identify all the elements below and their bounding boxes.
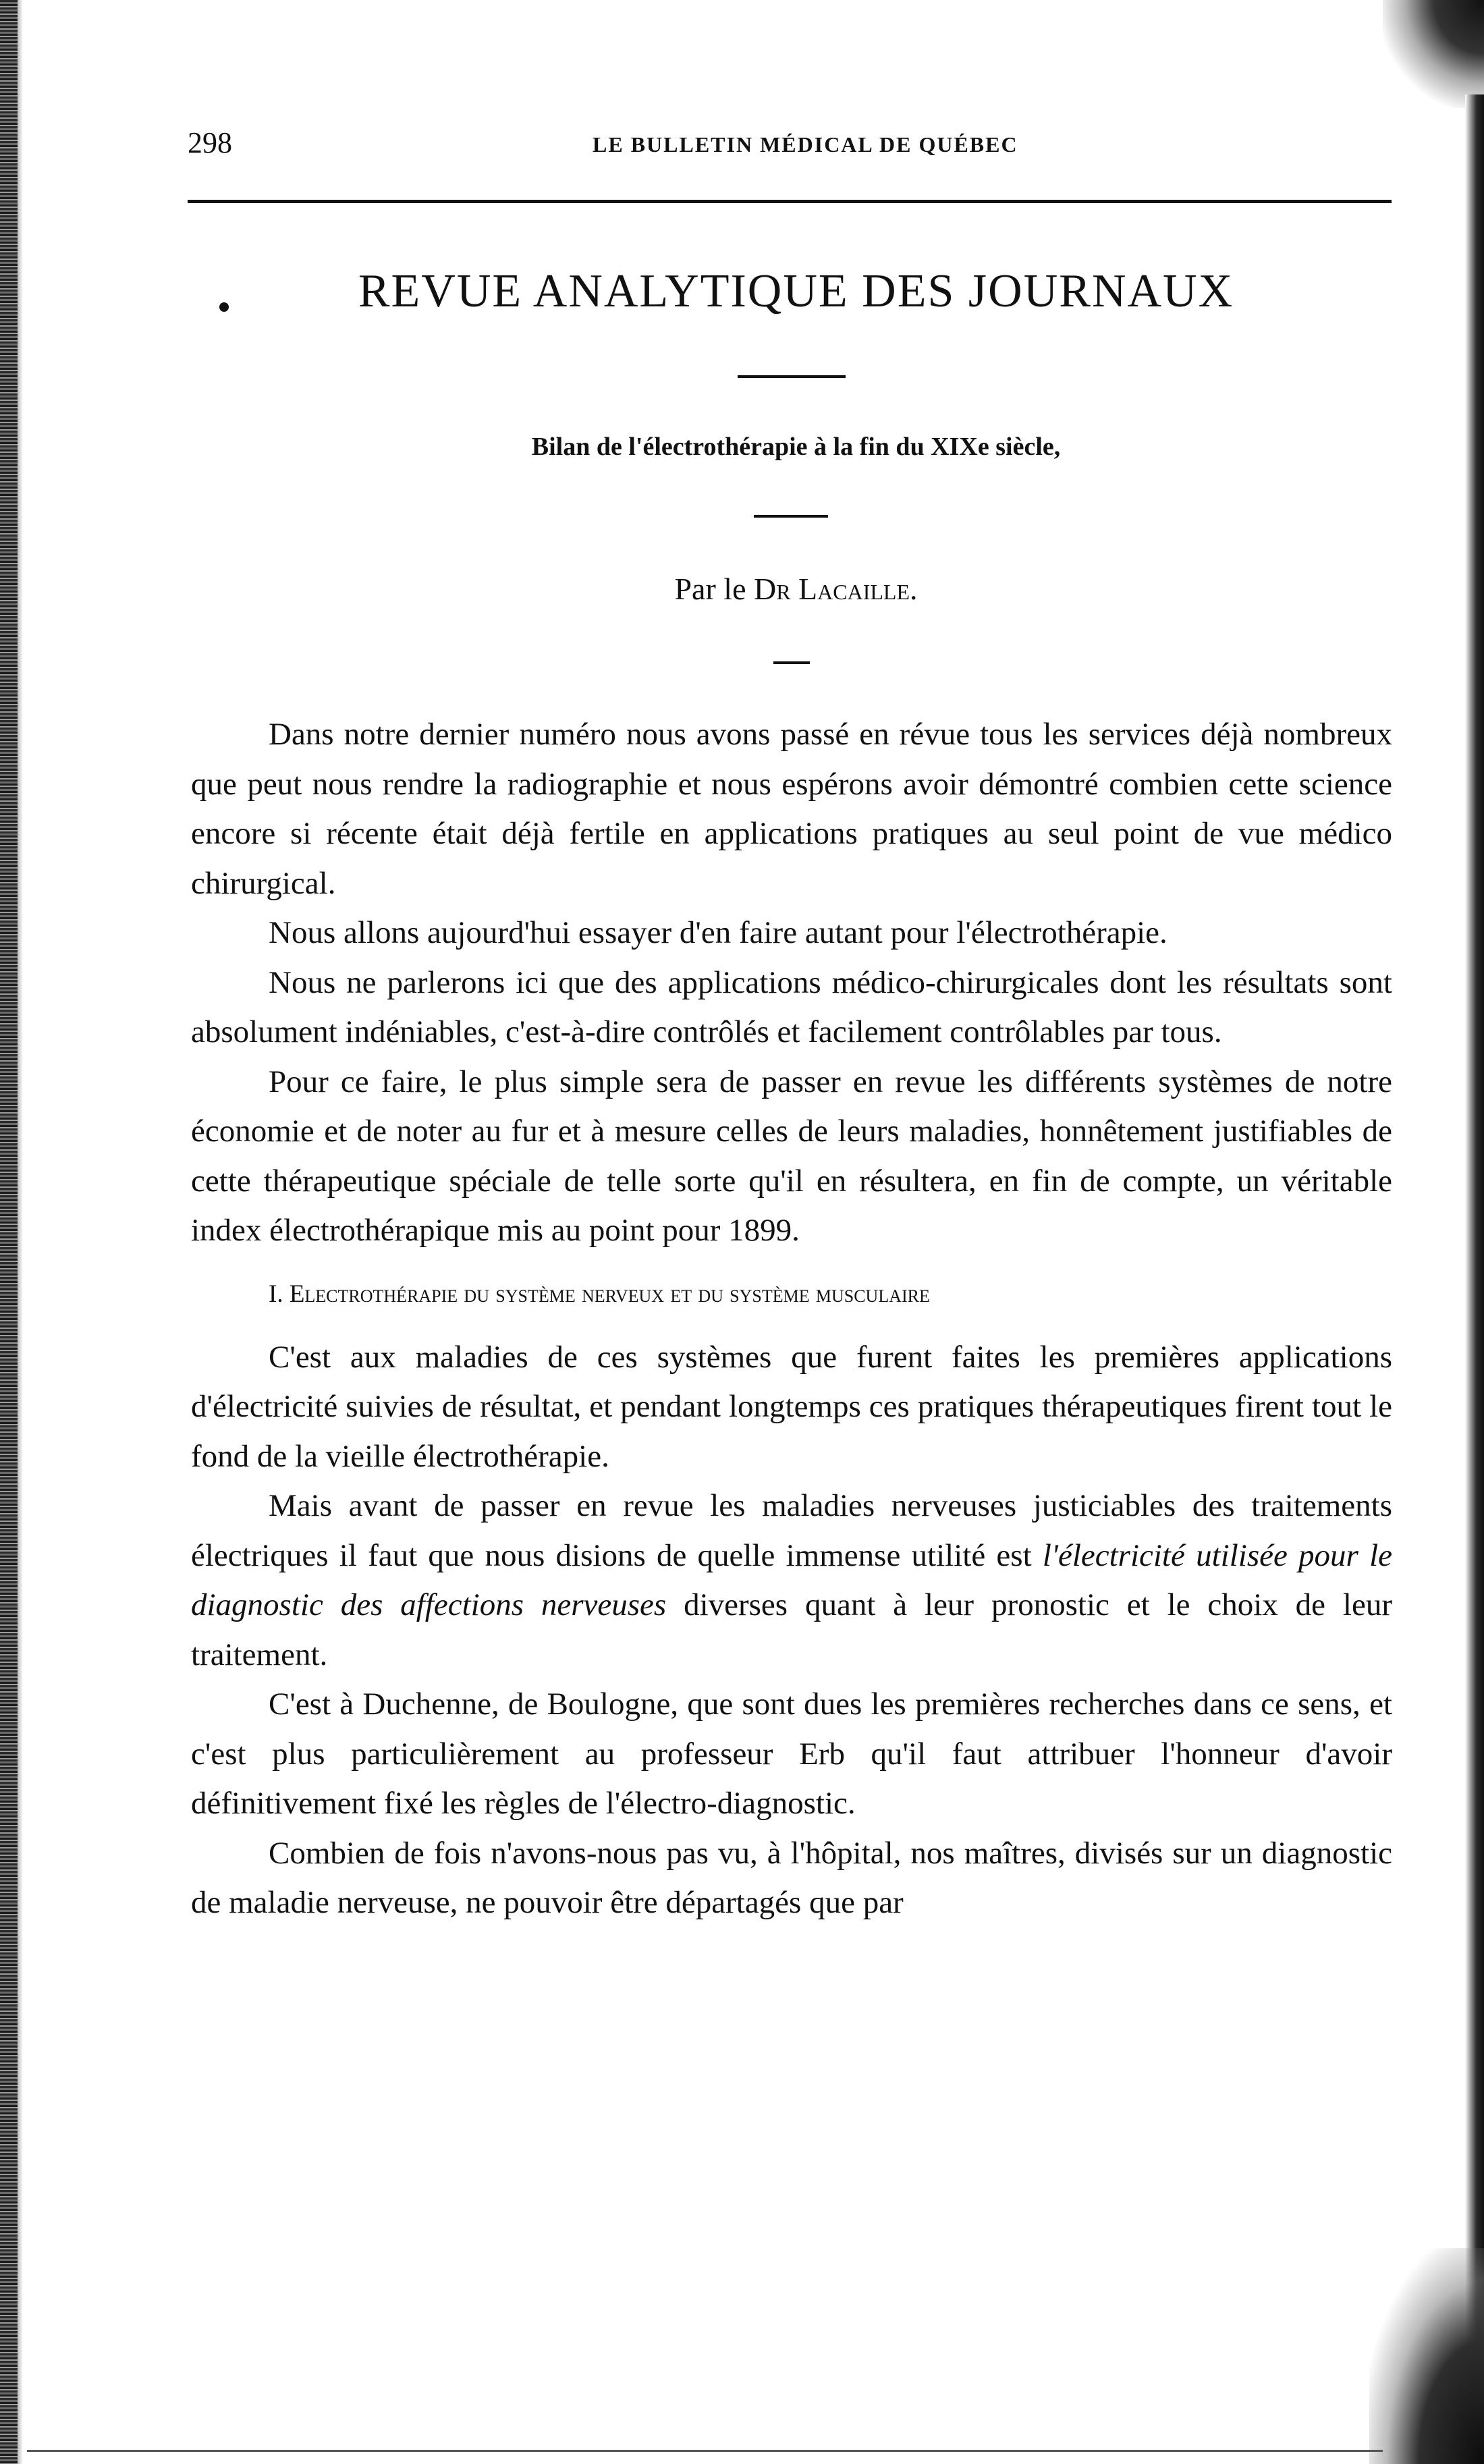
author-divider [773,661,810,664]
title-divider [738,375,846,378]
author-line [0,571,1484,607]
paragraph: C'est aux maladies de ces systèmes que furent faites les premières applications d'électricité suivies de résultat, et pendant longtemps ces pratiques thérapeutiques firent tout le fond de la vieille électrothérapie. [191,1339,1392,1474]
author-name: Dr Lacaille. [753,572,918,606]
paragraph: Pour ce faire, le plus simple sera de passer en revue les différents systèmes de notre économie et de noter au fur et à mesure celles de leurs maladies, honnêtement justifiables de cette thérapeutique spéciale de telle sorte qu'il en résultera, en fin de compte, un véritable index électrothérapique mis au point pour 1899. [191,1064,1392,1248]
article-title-text: Bilan de l'électrothérapie à la fin du XIXe siècle, [531,433,1061,461]
article-body [191,710,1392,1928]
emphasized-text: l'électricité utilisée pour le diagnostic des affections nerveuses [191,1537,1392,1622]
paragraph [191,1481,1392,1680]
author-prefix: Par le [674,572,754,606]
scan-bottom-edge [27,2450,1383,2452]
header-rule [188,200,1392,203]
paragraph: Nous ne parlerons ici que des applications médico-chirurgicales dont les résultats sont absolument indéniables, c'est-à-dire contrôlés et facilement contrôlables par tous. [191,964,1392,1049]
article-title [0,432,1484,462]
article-divider [754,515,828,518]
scan-left-edge [0,0,18,2464]
paragraph-text: Mais avant de passer en revue les maladies nerveuses justiciables des traitements électriques il faut que nous disions de quelle immense utilité est [191,1488,1392,1573]
paragraph-text: diverses quant à leur pronostic et le choix de leur traitement. [191,1587,1392,1672]
scan-left-shadow [18,0,23,2464]
section-subheading: I. Electrothérapie du système nerveux et du système musculaire [269,1280,930,1308]
page-header [188,121,1392,169]
paragraph: Combien de fois n'avons-nous pas vu, à l'hôpital, nos maîtres, divisés sur un diagnostic de maladie nerveuse, ne pouvoir être départagés que par [191,1835,1392,1920]
section-title [0,265,1484,319]
scan-corner-bottom-right [1369,2248,1484,2464]
paragraph: Nous allons aujourd'hui essayer d'en faire autant pour l'électrothérapie. [269,915,1167,950]
paragraph: Dans notre dernier numéro nous avons passé en révue tous les services déjà nombreux que peut nous rendre la radiographie et nous espérons avoir démontré combien cette science encore si récente était déjà fertile en applications pratiques au seul point de vue médico chirurgical. [191,717,1392,901]
section-title-text: REVUE ANALYTIQUE DES JOURNAUX [358,265,1234,317]
scan-corner-top-right [1383,0,1484,108]
page-number: 298 [188,126,232,159]
running-head: LE BULLETIN MÉDICAL DE QUÉBEC [593,132,1018,157]
paragraph: C'est à Duchenne, de Boulogne, que sont dues les premières recherches dans ce sens, et c'est plus particulièrement au professeur Erb qu'il faut attribuer l'honneur d'avoir définitivement fixé les règles de l'électro-diagnostic. [191,1687,1392,1821]
